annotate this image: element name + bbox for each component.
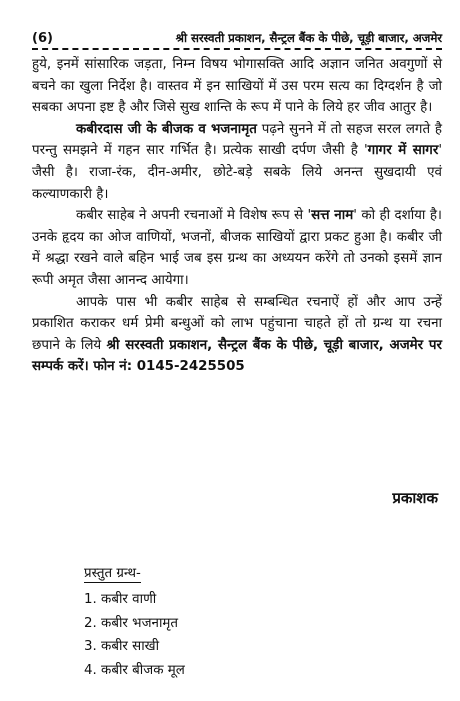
paragraph-3: कबीर साहेब ने अपनी रचनाओं मे विशेष रूप से 'सत्त नाम' को ही दर्शाया है। उनके हृदय का ओज वाणियों, भजनों, बीजक साखियों द्वारा प्रकट हुआ है। कबीर जी में श्रद्धा रखने वाले बहिन भाई जब इस ग्रन्थ का अध्ययन करेंगे तो उनको इसमें ज्ञान रूपी अमृत जैसा आनन्द आयेगा।: [32, 208, 443, 288]
list-item: 1. कबीर वाणी: [84, 592, 157, 607]
running-header-title: श्री सरस्वती प्रकाशन, सैन्ट्रल बैंक के पीछे, चूड़ी बाजार, अजमेर: [175, 31, 442, 45]
satt-naam-phrase: सत्त नाम: [311, 208, 354, 224]
works-list: [84, 588, 185, 682]
list-item: 3. कबीर साखी: [84, 639, 160, 654]
works-list-title: प्रस्तुत ग्रन्थ-: [84, 563, 141, 583]
page-number: (6): [32, 31, 53, 46]
header-divider: [32, 48, 442, 50]
gagar-phrase: गागर में सागर: [367, 143, 439, 159]
paragraph-4: आपके पास भी कबीर साहेब से सम्बन्धित रचनाऐं हों और आप उन्हें प्रकाशित कराकर धर्म प्रेमी बन्धुओं को लाभ पहुंचाना चाहते हों तो ग्रन्थ या रचना छपाने के लिये श्री सरस्वती प्रकाशन, सैन्ट्रल बैंक के पीछे, चूड़ी बाजार, अजमेर पर सम्पर्क करें। फोन नं: 0145-2425505: [32, 294, 442, 375]
page-header: [32, 30, 442, 46]
publisher-contact: श्री सरस्वती प्रकाशन, सैन्ट्रल बैंक के पीछे, चूड़ी बाजार, अजमेर पर सम्पर्क करें। फोन नं: 0145-2425505: [32, 337, 442, 375]
publisher-signature: प्रकाशक: [392, 489, 438, 507]
bijak-title: कबीरदास जी के बीजक व भजनामृत: [76, 121, 257, 137]
paragraph-2: कबीरदास जी के बीजक व भजनामृत पढ़ने सुनने में तो सहज सरल लगते है परन्तु समझने में गहन सार गर्भित है। प्रत्येक साखी दर्पण जैसी है 'गागर में सागर' जैसी है। राजा-रंक, दीन-अमीर, छोटे-बड़े सबके लिये अनन्त सुखदायी एवं कल्याणकारी है।: [32, 121, 443, 202]
list-item: 2. कबीर भजनामृत: [84, 615, 179, 631]
paragraph-1: हुये, इनमें सांसारिक जड़ता, निम्न विषय भोगासक्ति आदि अज्ञान जनित अवगुणों से बचने का खुला निर्देश है। वास्तव में इन साखियों में उस परम सत्य का दिग्दर्शन है जो सबका अपना इष्ट है और जिसे सुख शान्ति के रूप में पाने के लिये हर जीव आतुर है।: [32, 57, 442, 116]
body-text: [32, 54, 442, 378]
list-item: 4. कबीर बीजक मूल: [84, 662, 185, 678]
